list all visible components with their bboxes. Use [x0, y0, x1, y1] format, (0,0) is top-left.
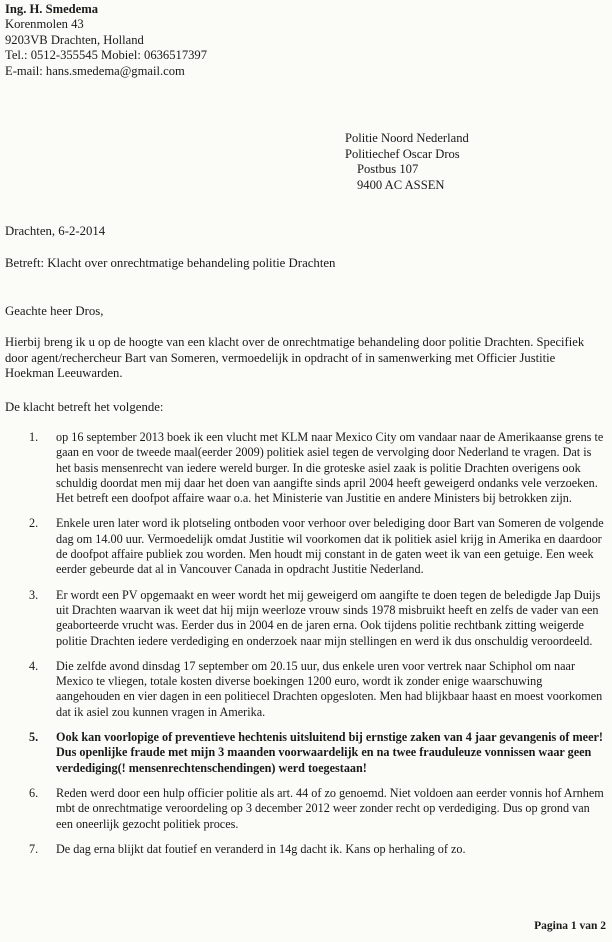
letter-greeting: Geachte heer Dros,	[5, 304, 104, 318]
complaint-item-number: 2.	[29, 516, 39, 531]
sender-address-block	[5, 2, 207, 79]
complaint-item	[0, 730, 612, 776]
complaint-item	[0, 516, 612, 577]
complaint-item-text: op 16 september 2013 boek ik een vlucht met KLM naar Mexico City om vandaar naar de Amerikaanse grens te gaan en voor de tweede maal(eerder 2009) politiek asiel tegen de vervolging door Nederland te vragen. Dat is het basis mensenrecht van iedere wereld burger. In die groteske asiel zaak is politie Drachten overigens ook schuldig doordat men mij daar het doen van aangifte sinds april 2004 heeft geweigerd ondanks vele verzoeken. Het betreft een doofpot affaire waar o.a. het Ministerie van Justitie en andere Ministers bij betrokken zijn.	[56, 430, 604, 506]
complaint-item	[0, 588, 612, 649]
complaint-list	[0, 430, 612, 867]
recipient-postbus: Postbus 107	[357, 162, 419, 177]
complaint-item-text: Die zelfde avond dinsdag 17 september om 20.15 uur, dus enkele uren voor vertrek naar Schiphol om naar Mexico te vliegen, totale kosten diverse boekingen 1200 euro, wordt ik zonder enige waarschuwing aangehouden en vier dagen in een politiecel Drachten opgesloten. Men had blijkbaar haast en moest voorkomen dat ik asiel zou kunnen vragen in Amerika.	[56, 658, 603, 719]
complaint-item-text: Enkele uren later word ik plotseling ontboden voor verhoor over belediging door Bart van Someren de volgende dag om 14.00 uur. Vermoedelijk omdat Justitie wil voorkomen dat ik politiek asiel krijg in Amerika en daardoor de doofpot affaire publiek zou worden. Men houdt mij constant in de gaten weet ik van een getuige. Een week eerder gebeurde dat al in Vancouver Canada in opdracht Justitie Nederland.	[56, 516, 604, 577]
complaint-item	[0, 842, 612, 857]
complaint-item-text: Ook kan voorlopige of preventieve hechtenis uitsluitend bij ernstige zaken van 4 jaar gevangenis of meer! Dus openlijke fraude met mijn 3 maanden voorwaardelijk en na twee frauduleuze vonnissen waar geen verdediging(! mensenrechtenschendingen) werd toegestaan!	[56, 730, 603, 775]
complaint-item-number: 3.	[29, 587, 39, 602]
sender-email: E-mail: hans.smedema@gmail.com	[5, 63, 185, 78]
recipient-address-block	[345, 131, 469, 193]
sender-city: 9203VB Drachten, Holland	[5, 32, 144, 47]
complaint-item-number: 4.	[29, 658, 39, 673]
page-number: Pagina 1 van 2	[534, 920, 606, 932]
recipient-city: 9400 AC ASSEN	[357, 177, 445, 192]
recipient-person: Politiechef Oscar Dros	[345, 146, 460, 161]
complaint-item	[0, 786, 612, 832]
letter-subject: Betreft: Klacht over onrechtmatige behandeling politie Drachten	[5, 256, 336, 270]
complaint-heading: De klacht betreft het volgende:	[5, 400, 164, 414]
complaint-item	[0, 659, 612, 720]
complaint-item-number: 6.	[29, 785, 39, 800]
complaint-item-text: Er wordt een PV opgemaakt en weer wordt het mij geweigerd om aangifte te doen tegen de beledigde Jap Duijs uit Drachten waarvan ik weet dat hij mijn weerloze vrouw sinds 1978 misbruikt heeft en zelfs de vader van een geaborteerde vrucht was. Eerder dus in 2004 en de jaren erna. Ook tijdens politie rechtbank zitting weigerde politie Drachten iedere verdediging en onderzoek naar mijn stellingen en werd ik dus onschuldig veroordeeld.	[56, 587, 601, 648]
recipient-org: Politie Noord Nederland	[345, 131, 469, 145]
sender-name: Ing. H. Smedema	[5, 2, 99, 16]
complaint-item-text: Reden werd door een hulp officier politie als art. 44 of zo genoemd. Niet voldoen aan eerder vonnis hof Arnhem mbt de onrechtmatige veroordeling op 3 december 2012 weer zonder recht op verdediging. Dus op grond van een oneerlijk gezocht politiek proces.	[56, 785, 604, 831]
sender-street: Korenmolen 43	[5, 17, 84, 32]
complaint-item	[0, 430, 612, 506]
complaint-item-text: De dag erna blijkt dat foutief en veranderd in 14g dacht ik. Kans op herhaling of zo.	[56, 841, 466, 856]
complaint-item-number: 1.	[29, 430, 39, 444]
intro-paragraph: Hierbij breng ik u op de hoogte van een klacht over de onrechtmatige behandeling door politie Drachten. Specifiek door agent/rechercheur Bart van Someren, vermoedelijk in opdracht of in samenwerking met Officier Justitie Hoekman Leeuwarden.	[5, 335, 585, 381]
complaint-item-number: 7.	[29, 841, 39, 856]
sender-phone: Tel.: 0512-355545 Mobiel: 0636517397	[5, 48, 208, 63]
complaint-item-number: 5.	[29, 730, 39, 745]
letter-date: Drachten, 6-2-2014	[5, 224, 106, 238]
